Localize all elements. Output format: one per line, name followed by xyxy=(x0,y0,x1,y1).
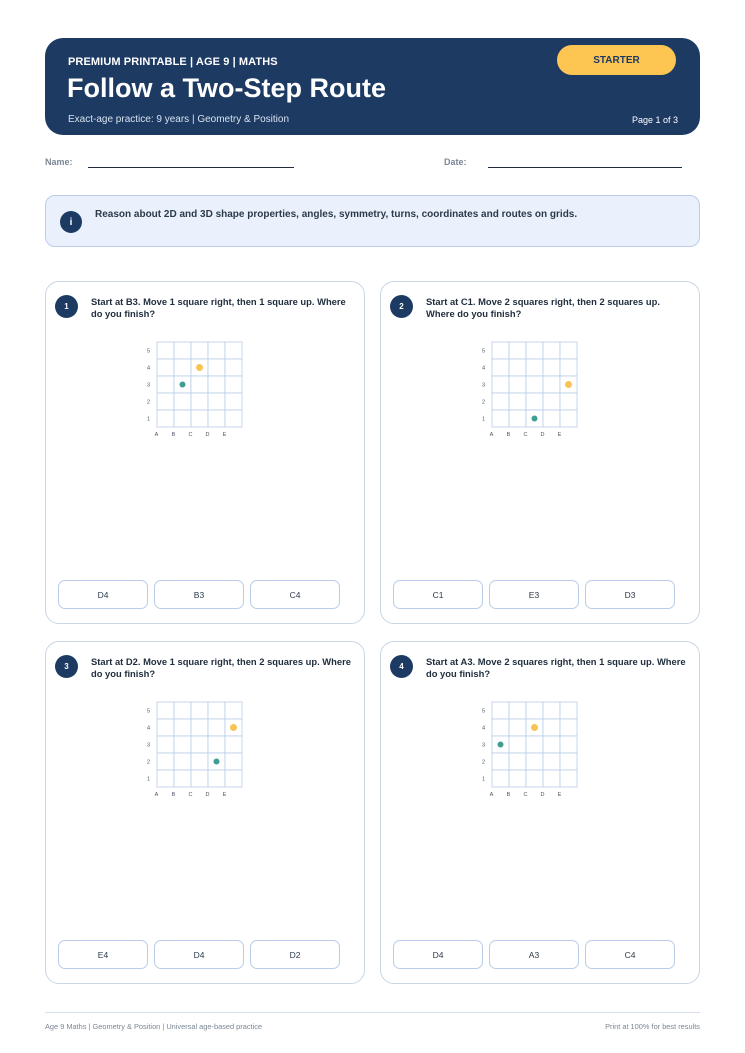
answer-options xyxy=(58,940,340,969)
question-text: Start at A3. Move 2 squares right, then 1 square up. Where do you finish? xyxy=(426,656,686,679)
grid-cell xyxy=(560,410,577,427)
question-card xyxy=(380,281,700,624)
grid-cell xyxy=(208,719,225,736)
coordinate-grid xyxy=(137,337,257,457)
level-badge: STARTER xyxy=(557,45,676,75)
grid-cell xyxy=(174,770,191,787)
grid-cell xyxy=(543,376,560,393)
start-point-dot xyxy=(498,742,504,748)
page-number: Page 1 of 3 xyxy=(631,115,678,125)
grid-cell xyxy=(174,719,191,736)
grid-cell xyxy=(543,753,560,770)
name-field[interactable] xyxy=(88,167,294,168)
grid-cell xyxy=(560,736,577,753)
grid-cell xyxy=(225,376,242,393)
name-label: Name: xyxy=(45,157,73,167)
grid-cell xyxy=(560,359,577,376)
footer-left: Age 9 Maths | Geometry & Position | Universal age-based practice xyxy=(45,1022,263,1031)
question-number: 2 xyxy=(390,295,413,318)
row-label: 4 xyxy=(481,365,485,372)
column-label: E xyxy=(222,792,227,798)
column-label: D xyxy=(540,792,545,798)
question-card xyxy=(45,281,365,624)
header-banner xyxy=(45,38,700,135)
grid-cell xyxy=(157,702,174,719)
grid-cell xyxy=(543,410,560,427)
grid-cell xyxy=(560,393,577,410)
row-label: 1 xyxy=(481,416,485,423)
column-label: D xyxy=(205,432,210,438)
grid-cell xyxy=(526,753,543,770)
grid-cell xyxy=(509,393,526,410)
column-label: C xyxy=(188,792,193,798)
grid-cell xyxy=(157,719,174,736)
grid-cell xyxy=(492,342,509,359)
row-label: 4 xyxy=(146,365,150,372)
answer-option[interactable]: B3 xyxy=(154,580,244,609)
question-text: Start at C1. Move 2 squares right, then 2 squares up. Where do you finish? xyxy=(426,296,660,319)
grid-cell xyxy=(492,410,509,427)
grid-cell xyxy=(208,770,225,787)
grid-cell xyxy=(225,410,242,427)
grid-cell xyxy=(225,702,242,719)
grid-cell xyxy=(225,393,242,410)
row-label: 4 xyxy=(146,725,150,732)
answer-options xyxy=(393,580,675,609)
grid-cell xyxy=(208,359,225,376)
answer-option[interactable]: C4 xyxy=(250,580,340,609)
answer-option[interactable]: D2 xyxy=(250,940,340,969)
grid-cell xyxy=(543,393,560,410)
row-label: 4 xyxy=(481,725,485,732)
question-card xyxy=(45,641,365,984)
grid-cell xyxy=(157,342,174,359)
column-label: E xyxy=(557,792,562,798)
grid-cell xyxy=(157,393,174,410)
grid-cell xyxy=(225,753,242,770)
column-label: E xyxy=(222,432,227,438)
grid-cell xyxy=(492,719,509,736)
grid-cell xyxy=(560,719,577,736)
grid-cell xyxy=(225,359,242,376)
row-label: 5 xyxy=(146,708,150,715)
grid-cell xyxy=(191,410,208,427)
grid-cell xyxy=(543,719,560,736)
grid-cell xyxy=(526,359,543,376)
target-point-dot xyxy=(531,724,538,731)
grid-cell xyxy=(509,753,526,770)
target-point-dot xyxy=(230,724,237,731)
question-number: 3 xyxy=(55,655,78,678)
column-label: A xyxy=(489,792,494,798)
question-number: 4 xyxy=(390,655,413,678)
answer-options xyxy=(393,940,675,969)
info-text: Reason about 2D and 3D shape properties, angles, symmetry, turns, coordinates and routes on grids. xyxy=(95,209,578,220)
answer-option[interactable]: D4 xyxy=(154,940,244,969)
header-subtitle: Exact-age practice: 9 years | Geometry & Position xyxy=(68,114,290,125)
answer-option[interactable]: C1 xyxy=(393,580,483,609)
grid-cell xyxy=(492,359,509,376)
grid-cell xyxy=(157,376,174,393)
target-point-dot xyxy=(196,364,203,371)
grid-cell xyxy=(208,702,225,719)
row-label: 3 xyxy=(481,742,485,749)
grid-cell xyxy=(174,342,191,359)
grid-cell xyxy=(543,342,560,359)
grid-cell xyxy=(492,702,509,719)
grid-cell xyxy=(509,359,526,376)
grid-cell xyxy=(157,753,174,770)
grid-cell xyxy=(157,736,174,753)
grid-cell xyxy=(560,342,577,359)
grid-cell xyxy=(191,393,208,410)
grid-cell xyxy=(509,736,526,753)
grid-cell xyxy=(174,359,191,376)
grid-cell xyxy=(191,376,208,393)
answer-options xyxy=(58,580,340,609)
grid-cell xyxy=(509,770,526,787)
row-label: 3 xyxy=(481,382,485,389)
grid-cell xyxy=(208,376,225,393)
grid-cell xyxy=(492,770,509,787)
column-label: C xyxy=(188,432,193,438)
grid-cell xyxy=(492,753,509,770)
column-label: B xyxy=(171,792,176,798)
start-point-dot xyxy=(532,416,538,422)
header-kicker: PREMIUM PRINTABLE | AGE 9 | MATHS xyxy=(68,56,278,68)
info-box xyxy=(45,195,700,247)
row-label: 2 xyxy=(146,399,150,406)
grid-cell xyxy=(174,410,191,427)
grid-cell xyxy=(191,753,208,770)
grid-cell xyxy=(509,702,526,719)
coordinate-grid xyxy=(472,697,592,817)
answer-option[interactable]: D3 xyxy=(585,580,675,609)
coordinate-grid xyxy=(472,337,592,457)
row-label: 1 xyxy=(146,776,150,783)
grid-cell xyxy=(191,736,208,753)
grid-cell xyxy=(208,410,225,427)
row-label: 2 xyxy=(481,759,485,766)
row-label: 5 xyxy=(481,708,485,715)
column-label: C xyxy=(523,792,528,798)
date-label: Date: xyxy=(444,157,467,167)
question-number: 1 xyxy=(55,295,78,318)
answer-option[interactable]: D4 xyxy=(393,940,483,969)
start-point-dot xyxy=(180,382,186,388)
grid-cell xyxy=(543,702,560,719)
grid-cell xyxy=(492,393,509,410)
grid-cell xyxy=(492,376,509,393)
grid-cell xyxy=(509,719,526,736)
grid-cell xyxy=(225,736,242,753)
row-label: 2 xyxy=(146,759,150,766)
column-label: B xyxy=(171,432,176,438)
grid-cell xyxy=(191,342,208,359)
date-field[interactable] xyxy=(488,167,682,168)
grid-cell xyxy=(543,359,560,376)
grid-cell xyxy=(526,376,543,393)
grid-cell xyxy=(157,410,174,427)
column-label: A xyxy=(489,432,494,438)
footer-divider xyxy=(45,1012,700,1013)
grid-cell xyxy=(208,736,225,753)
answer-option[interactable]: E3 xyxy=(489,580,579,609)
question-card xyxy=(380,641,700,984)
grid-cell xyxy=(174,393,191,410)
grid-cell xyxy=(543,736,560,753)
column-label: D xyxy=(540,432,545,438)
question-text: Start at B3. Move 1 square right, then 1 square up. Where do you finish? xyxy=(91,296,346,319)
grid-cell xyxy=(174,753,191,770)
footer-right: Print at 100% for best results xyxy=(605,1022,700,1031)
answer-option[interactable]: C4 xyxy=(585,940,675,969)
row-label: 5 xyxy=(481,348,485,355)
grid-cell xyxy=(225,770,242,787)
grid-cell xyxy=(225,342,242,359)
row-label: 1 xyxy=(146,416,150,423)
answer-option[interactable]: D4 xyxy=(58,580,148,609)
row-label: 3 xyxy=(146,382,150,389)
grid-cell xyxy=(208,342,225,359)
grid-cell xyxy=(208,393,225,410)
page-title: Follow a Two-Step Route xyxy=(67,73,386,103)
column-label: D xyxy=(205,792,210,798)
grid-cell xyxy=(560,770,577,787)
grid-cell xyxy=(509,342,526,359)
grid-cell xyxy=(543,770,560,787)
grid-cell xyxy=(560,753,577,770)
coordinate-grid xyxy=(137,697,257,817)
row-label: 3 xyxy=(146,742,150,749)
grid-cell xyxy=(174,702,191,719)
row-label: 1 xyxy=(481,776,485,783)
column-label: B xyxy=(506,792,511,798)
grid-cell xyxy=(157,770,174,787)
column-label: A xyxy=(154,432,159,438)
column-label: A xyxy=(154,792,159,798)
row-label: 2 xyxy=(481,399,485,406)
info-icon: i xyxy=(60,211,82,233)
grid-cell xyxy=(191,719,208,736)
grid-cell xyxy=(526,342,543,359)
grid-cell xyxy=(526,702,543,719)
start-point-dot xyxy=(214,759,220,765)
row-label: 5 xyxy=(146,348,150,355)
grid-cell xyxy=(526,736,543,753)
target-point-dot xyxy=(565,381,572,388)
grid-cell xyxy=(191,702,208,719)
grid-cell xyxy=(526,393,543,410)
grid-cell xyxy=(174,736,191,753)
grid-cell xyxy=(191,770,208,787)
grid-cell xyxy=(509,376,526,393)
grid-cell xyxy=(157,359,174,376)
grid-cell xyxy=(560,702,577,719)
column-label: C xyxy=(523,432,528,438)
question-text: Start at D2. Move 1 square right, then 2 squares up. Where do you finish? xyxy=(91,656,351,679)
answer-option[interactable]: E4 xyxy=(58,940,148,969)
column-label: E xyxy=(557,432,562,438)
grid-cell xyxy=(526,770,543,787)
grid-cell xyxy=(509,410,526,427)
answer-option[interactable]: A3 xyxy=(489,940,579,969)
column-label: B xyxy=(506,432,511,438)
